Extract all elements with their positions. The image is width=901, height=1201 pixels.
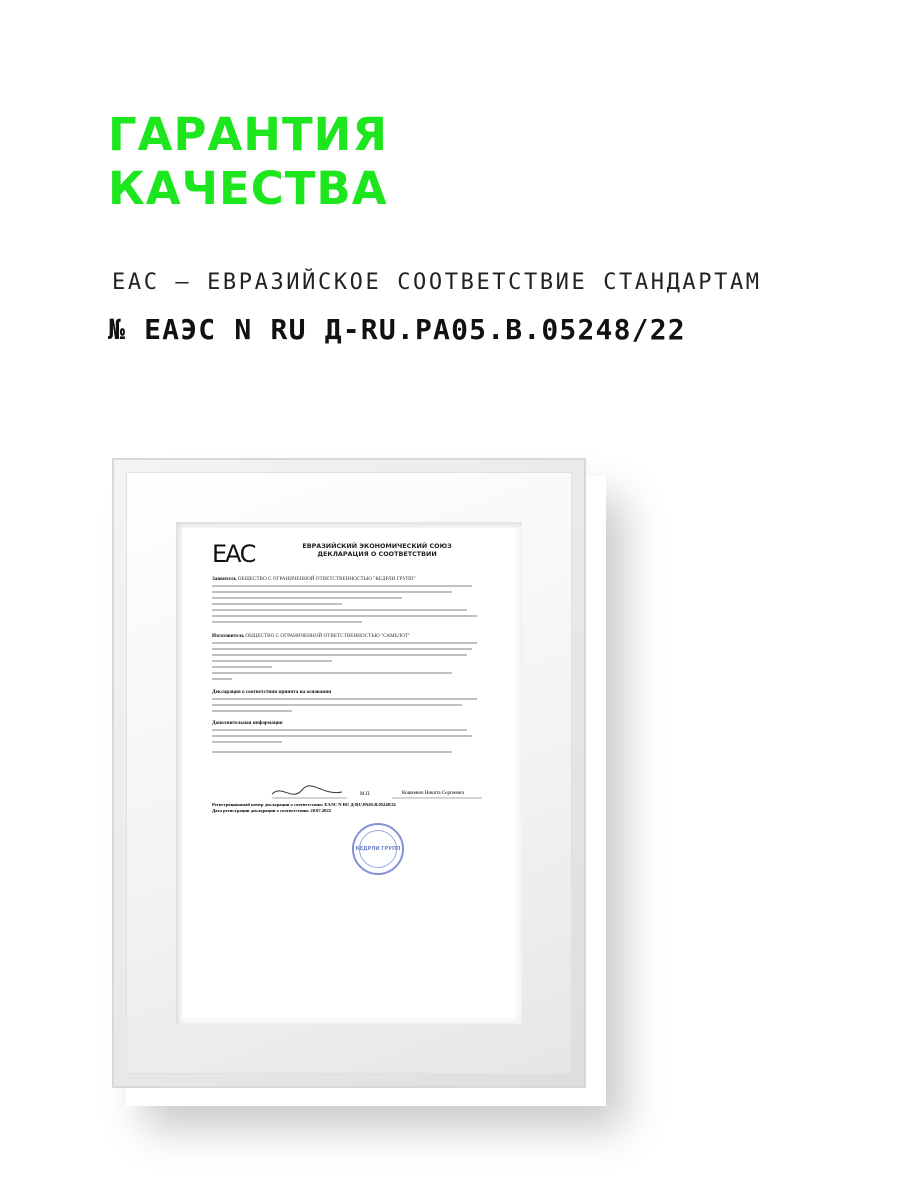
registration-line: Регистрационный номер декларации о соответствии: ЕАЭС N RU Д-RU.РА05.В.05248/22 [212, 802, 396, 807]
text-lines [212, 639, 492, 687]
headline-line-1: ГАРАНТИЯ [108, 108, 388, 161]
subtitle: ЕАС – ЕВРАЗИЙСКОЕ СООТВЕТСТВИЕ СТАНДАРТАМ [112, 270, 762, 295]
manufacturer: ОБЩЕСТВО С ОГРАНИЧЕННОЙ ОТВЕТСТВЕННОСТЬЮ "САМЕЛОТ" [245, 632, 411, 639]
headline-line-2: КАЧЕСТВА [108, 162, 388, 215]
mp-label: М.П. [360, 792, 371, 797]
applicant-label: Заявитель [212, 576, 237, 582]
manufacturer-label: Изготовитель [212, 632, 245, 639]
document-header-line-2: ДЕКЛАРАЦИЯ О СООТВЕТСТВИИ [317, 550, 437, 558]
stamp-text: КЕДРЛИ ГРУПП [355, 846, 401, 852]
document-body [212, 576, 492, 758]
text-lines [212, 695, 492, 717]
document-header-line-1: ЕВРАЗИЙСКИЙ ЭКОНОМИЧЕСКИЙ СОЮЗ [302, 542, 452, 550]
text-lines [212, 726, 492, 756]
additional-info-label: Дополнительная информация [212, 719, 283, 726]
document-header [292, 542, 462, 558]
seal-stamp [352, 823, 404, 875]
signature-block [212, 780, 492, 813]
applicant: ОБЩЕСТВО С ОГРАНИЧЕННОЙ ОТВЕТСТВЕННОСТЬЮ "КЕДРЛИ ГРУПП" [237, 576, 416, 582]
certificate-document [182, 528, 516, 1018]
frame-bevel [126, 472, 572, 1074]
picture-frame [112, 458, 586, 1088]
frame-mat [176, 522, 522, 1024]
declaration-label: Декларация о соответствии принята на основании [212, 689, 332, 696]
registration-date-line: Дата регистрации декларации о соответствии: 20.07.2022 [212, 808, 332, 813]
headline [108, 108, 388, 216]
text-lines [212, 582, 492, 630]
signatory-name: Кошкевич Никита Сергеевич [402, 791, 464, 796]
eac-logo: ЕАС [212, 540, 255, 568]
registration-number: № ЕАЭС N RU Д-RU.РА05.В.05248/22 [108, 313, 686, 346]
